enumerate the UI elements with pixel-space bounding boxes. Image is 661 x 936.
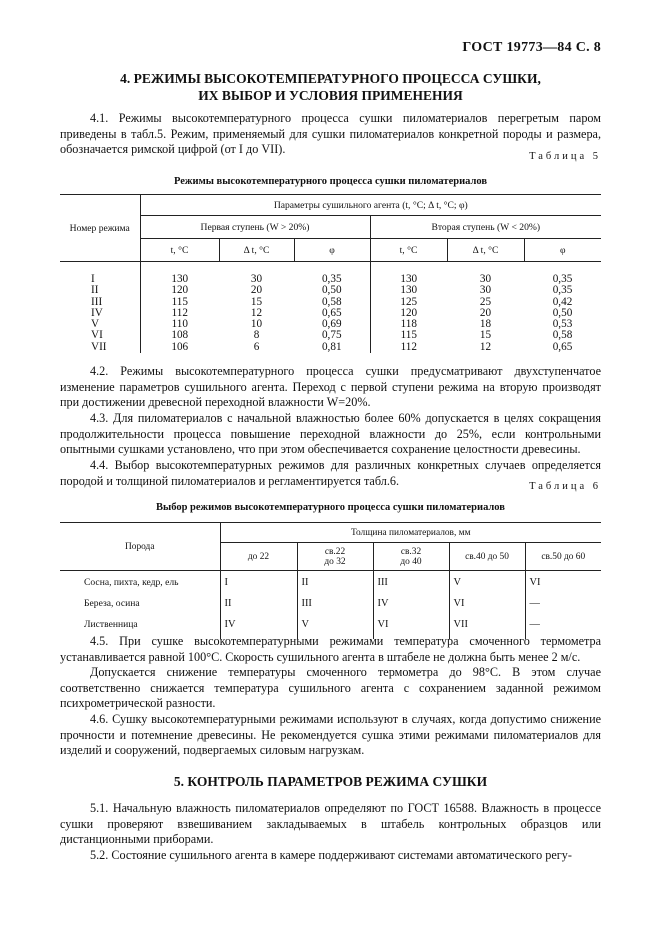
table-6-cell: II — [220, 597, 297, 618]
table-5-mode-cell: VII — [91, 340, 107, 353]
table-5-cell: 0,69 — [321, 318, 342, 331]
table-6-header-th5: св.50 до 60 — [525, 543, 601, 571]
table-6-header-th2 — [297, 543, 373, 571]
table-5-header-params: Параметры сушильного агента (t, °C; Δ t, °C; φ) — [140, 195, 601, 216]
table-6-header-th4: св.40 до 50 — [449, 543, 525, 571]
table-6-label: Таблица 6 — [529, 481, 601, 492]
section-4-title-line2: ИХ ВЫБОР И УСЛОВИЯ ПРИМЕНЕНИЯ — [198, 88, 463, 103]
table-6-row — [60, 597, 601, 618]
paragraph-4-3: 4.3. Для пиломатериалов с начальной влажностью более 60% допускается в целях сокращения продолжительности процесса повышение переходной влажности до 25%, если контрольными опытными сушками установлено, что при этом обеспечивается сохранение целостности древесины. — [60, 411, 601, 457]
table-5-cell: 0,42 — [552, 295, 573, 308]
table-5-cell: 0,58 — [552, 329, 573, 342]
table-5-cell: 30 — [479, 273, 492, 285]
table-5-cell: 6 — [253, 340, 260, 353]
table-5 — [60, 194, 601, 353]
table-5-cell: 108 — [140, 330, 219, 341]
table-6-row — [60, 571, 601, 598]
table-5-cell: 30 — [479, 284, 492, 297]
table-5-cell: 0,65 — [552, 340, 573, 353]
table-5-cell: 25 — [479, 295, 492, 308]
table-6-cell: IV — [220, 618, 297, 639]
table-6-cell: VI — [449, 597, 525, 618]
table-5-header-phi1: φ — [294, 239, 370, 262]
table-6-header-th2b: до 32 — [324, 556, 346, 567]
table-5-cell: 12 — [250, 306, 263, 319]
paragraph-5-1: 5.1. Начальную влажность пиломатериалов определяют по ГОСТ 16588. Влажность в процессе сушки проверяют взвешиванием закладываемых в штабель контрольных образцов или дистанционными приборами. — [60, 801, 601, 847]
table-5-cell: 20 — [250, 284, 263, 297]
table-5-cell: 0,75 — [321, 329, 342, 342]
table-5-row — [60, 262, 601, 286]
page-header: ГОСТ 19773—84 С. 8 — [462, 40, 601, 55]
table-6-cell: IV — [373, 597, 449, 618]
table-6-species-cell: Сосна, пихта, кедр, ель — [84, 577, 179, 588]
table-5-row — [60, 342, 601, 353]
table-5-cell: 0,35 — [321, 273, 342, 285]
table-6-header-th1: до 22 — [220, 543, 297, 571]
table-6-header-th2a: св.22 — [324, 546, 346, 557]
table-6-title: Выбор режимов высокотемпературного процесса сушки пиломатериалов — [156, 502, 505, 513]
table-5-cell: 0,53 — [552, 318, 573, 331]
table-5-cell: 0,58 — [321, 295, 342, 308]
table-6-species-cell: Лиственница — [84, 619, 138, 630]
table-5-cell: 112 — [370, 342, 447, 353]
table-5-mode-cell: V — [91, 318, 100, 331]
table-5-cell: 125 — [370, 297, 447, 308]
table-5-cell: 0,35 — [552, 284, 573, 297]
table-6-cell: VI — [373, 618, 449, 639]
table-5-mode-cell: VI — [91, 329, 103, 342]
section-4-title — [60, 70, 601, 104]
table-6-header-species: Порода — [60, 523, 220, 571]
table-5-cell: 20 — [479, 306, 492, 319]
table-6-header-th3 — [373, 543, 449, 571]
table-5-mode-cell: IV — [91, 306, 103, 319]
table-6-species-cell: Береза, осина — [84, 598, 140, 609]
table-5-header-dt1: Δ t, °C — [219, 239, 294, 262]
table-6-cell: V — [449, 571, 525, 598]
table-5-header-mode: Номер режима — [60, 195, 140, 262]
table-6-cell: III — [297, 597, 373, 618]
table-6-cell: VII — [449, 618, 525, 639]
table-5-cell: 0,35 — [552, 273, 573, 285]
table-5-header-dt2: Δ t, °C — [447, 239, 524, 262]
table-5-header-t2: t, °C — [370, 239, 447, 262]
table-5-title: Режимы высокотемпературного процесса сушки пиломатериалов — [173, 176, 488, 187]
paragraph-4-5a: 4.5. При сушке высокотемпературными режимами температура смоченного термометра устанавливается равной 100°С. Скорость сушильного агента в штабеле не должна быть менее 2 м/с. — [60, 634, 601, 664]
table-6-cell: I — [220, 571, 297, 598]
table-5-cell: 130 — [370, 285, 447, 296]
table-6-cell: — — [525, 597, 601, 618]
table-6-cell: — — [525, 618, 601, 639]
table-6-header-th3a: св.32 — [400, 546, 422, 557]
table-5-cell: 106 — [140, 342, 219, 353]
table-5-cell: 0,50 — [552, 306, 573, 319]
table-6-cell: III — [373, 571, 449, 598]
table-5-cell: 0,50 — [321, 284, 342, 297]
table-6-header-th3b: до 40 — [400, 556, 422, 567]
table-5-cell: 120 — [370, 308, 447, 319]
table-5-mode-cell: I — [91, 273, 95, 285]
table-5-cell: 130 — [370, 262, 447, 286]
table-5-cell: 115 — [140, 297, 219, 308]
table-5-label: Таблица 5 — [529, 151, 601, 162]
table-5-row — [60, 285, 601, 296]
table-5-cell: 0,81 — [321, 340, 342, 353]
table-6-cell: VI — [525, 571, 601, 598]
table-5-mode-cell: II — [91, 284, 99, 297]
section-5-title: 5. КОНТРОЛЬ ПАРАМЕТРОВ РЕЖИМА СУШКИ — [173, 774, 488, 789]
table-5-header-stage2: Вторая ступень (W < 20%) — [370, 216, 601, 239]
table-5-cell: 18 — [479, 318, 492, 331]
section-4-title-line1: 4. РЕЖИМЫ ВЫСОКОТЕМПЕРАТУРНОГО ПРОЦЕССА СУШКИ, — [120, 71, 541, 86]
table-5-cell: 15 — [479, 329, 492, 342]
table-5-cell: 10 — [250, 318, 263, 331]
paragraph-4-5b: Допускается снижение температуры смоченного термометра до 98°С. В этом случае соответственно снижается температура сушильного агента с сохранением заданной режимом психрометрической разности. — [60, 665, 601, 711]
table-5-cell: 30 — [250, 273, 263, 285]
table-5-cell: 15 — [250, 295, 263, 308]
table-5-cell: 110 — [140, 319, 219, 330]
table-6 — [60, 522, 601, 639]
table-5-cell: 112 — [140, 308, 219, 319]
paragraph-4-6: 4.6. Сушку высокотемпературными режимами используют в случаях, когда допустимо снижение прочности и потемнение древесины. Не рекомендуется сушка этими режимами пиломатериалов для изделий и сооружений, подвергаемых силовым нагрузкам. — [60, 712, 601, 758]
table-5-header-phi2: φ — [524, 239, 601, 262]
table-6-cell: II — [297, 571, 373, 598]
paragraph-5-2: 5.2. Состояние сушильного агента в камере поддерживают системами автоматического регу- — [90, 848, 572, 862]
table-5-cell: 0,65 — [321, 306, 342, 319]
table-6-cell: V — [297, 618, 373, 639]
table-5-header-t1: t, °C — [140, 239, 219, 262]
paragraph-4-4: 4.4. Выбор высокотемпературных режимов для различных конкретных случаев определяется породой и толщиной пиломатериалов и регламентируется табл.6. — [60, 458, 601, 488]
table-5-cell: 115 — [370, 330, 447, 341]
paragraph-4-2: 4.2. Режимы высокотемпературного процесса сушки предусматривают двухступенчатое изменение параметров сушильного агента. Переход с первой ступени режима на вторую производят при достижении древесной переходной влажности W=20%. — [60, 364, 601, 410]
table-6-header-thickness: Толщина пиломатериалов, мм — [220, 523, 601, 543]
table-5-cell: 8 — [253, 329, 260, 342]
table-5-header-stage1: Первая ступень (W > 20%) — [140, 216, 370, 239]
table-5-cell: 120 — [140, 285, 219, 296]
table-5-cell: 12 — [479, 340, 492, 353]
paragraph-4-1: 4.1. Режимы высокотемпературного процесса сушки пиломатериалов перегретым паром приведены в табл.5. Режим, применяемый для сушки пиломатериалов конкретной породы и размера, обозначается римской цифрой (от I до VII). — [60, 111, 601, 157]
table-5-cell: 118 — [370, 319, 447, 330]
table-5-mode-cell: III — [91, 295, 103, 308]
table-5-cell: 130 — [140, 262, 219, 286]
